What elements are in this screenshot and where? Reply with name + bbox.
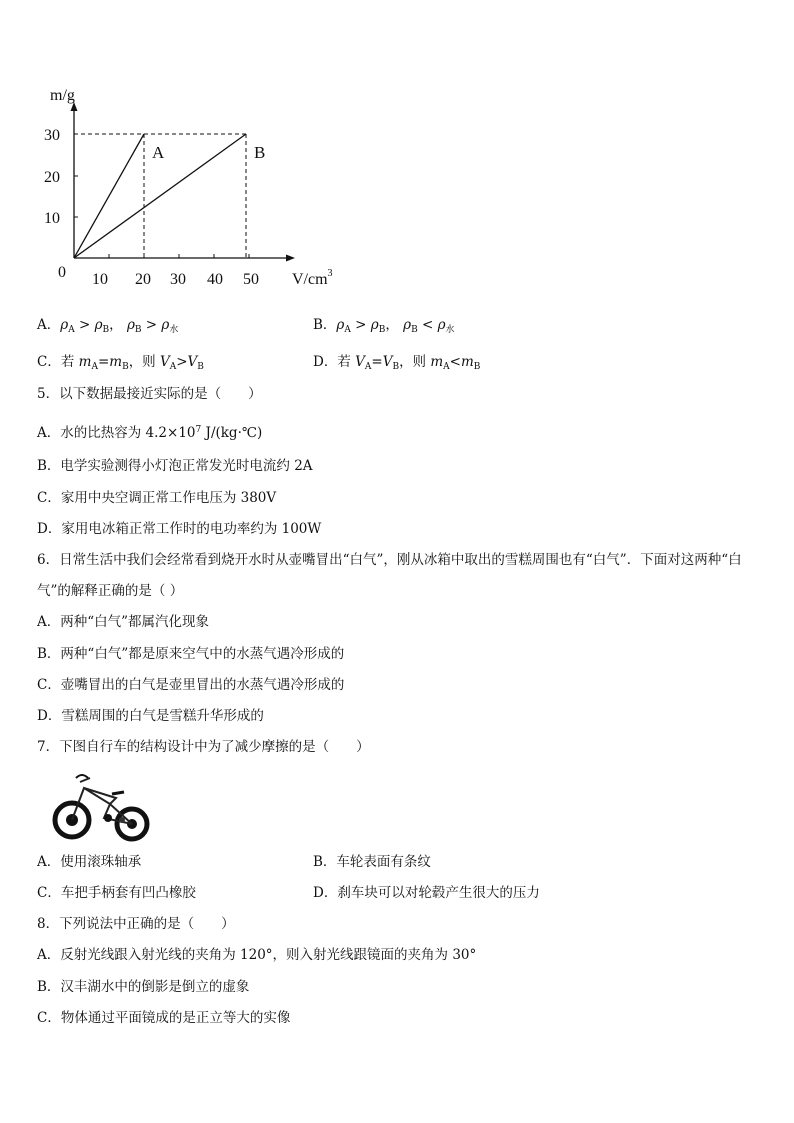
q7-option-b[interactable]: B．车轮表面有条纹 [313,854,431,870]
q5-option-a[interactable]: A．水的比热容为 $4.2\times 10^7$ J/(kg·℃) [37,425,263,441]
q8-option-c[interactable]: C．物体通过平面镜成的是正立等大的实像 [37,1010,291,1026]
x-axis-arrow [286,255,295,262]
bike-frame [72,778,132,824]
bike-handlebar [76,775,88,778]
pedal [104,814,112,822]
q7-option-a[interactable]: A．使用滚珠轴承 [37,854,142,870]
bicycle-image [50,768,155,842]
mass-volume-graph [30,80,360,295]
q5-stem: 5．以下数据最接近实际的是（ ） [37,386,262,402]
q8-option-a[interactable]: A．反射光线跟入射光线的夹角为 120°，则入射光线跟镜面的夹角为 30° [37,947,477,963]
q6-option-c[interactable]: C．壶嘴冒出的白气是壶里冒出的水蒸气遇冷形成的 [37,677,345,693]
x-tick-label-50: 50 [243,271,259,288]
y-axis-label: m/g [50,87,75,104]
q5-option-c[interactable]: C．家用中央空调正常工作电压为 380V [37,490,277,506]
x-tick-label-10: 10 [92,271,108,288]
q4-option-c[interactable]: C．若 $m_A=m_B$，则 $V_A>V_B$ [37,354,204,372]
q7-option-c[interactable]: C．车把手柄套有凹凸橡胶 [37,885,196,901]
y-tick-label-10: 10 [44,210,60,227]
line-a [74,134,144,258]
q6-option-a[interactable]: A．两种“白气”都属汽化现象 [37,614,210,630]
x-tick-label-40: 40 [207,271,223,288]
q7-option-d[interactable]: D．刹车块可以对轮毂产生很大的压力 [313,885,540,901]
q8-stem: 8．下列说法中正确的是（ ） [37,916,235,932]
q5-option-b[interactable]: B．电学实验测得小灯泡正常发光时电流约 2A [37,458,313,474]
q8-option-b[interactable]: B．汉丰湖水中的倒影是倒立的虚象 [37,979,250,995]
x-tick-label-30: 30 [170,271,186,288]
q6-option-b[interactable]: B．两种“白气”都是原来空气中的水蒸气遇冷形成的 [37,646,345,662]
y-tick-label-20: 20 [44,169,60,186]
q6-stem-line2: 气”的解释正确的是（ ） [37,583,184,599]
line-a-label: A [152,143,165,162]
training-wheel [119,817,125,823]
y-tick-label-30: 30 [44,127,60,144]
q6-option-d[interactable]: D．雪糕周围的白气是雪糕升华形成的 [37,708,264,724]
q4-option-d[interactable]: D．若 $V_A=V_B$，则 $m_A<m_B$ [313,354,481,372]
x-axis-label: $V/cm^3$ [292,268,333,288]
x-tick-label-20: 20 [135,271,151,288]
line-b-label: B [254,143,266,162]
bike-seat [112,792,124,794]
q5-option-d[interactable]: D．家用电冰箱正常工作时的电功率约为 100W [37,521,322,537]
q4-option-b[interactable]: B．$\rho_A > \rho_B$， $\rho_B < \rho_水$ [313,317,455,335]
q7-stem: 7．下图自行车的结构设计中为了减少摩擦的是（ ） [37,739,370,755]
q6-stem-line1: 6．日常生活中我们会经常看到烧开水时从壶嘴冒出“白气”，刚从冰箱中取出的雪糕周围也有“白气”．下面对这两种“白 [37,552,742,568]
origin-label: 0 [58,264,66,281]
q4-option-a[interactable]: A．$\rho_A > \rho_B$， $\rho_B > \rho_水$ [37,317,179,335]
